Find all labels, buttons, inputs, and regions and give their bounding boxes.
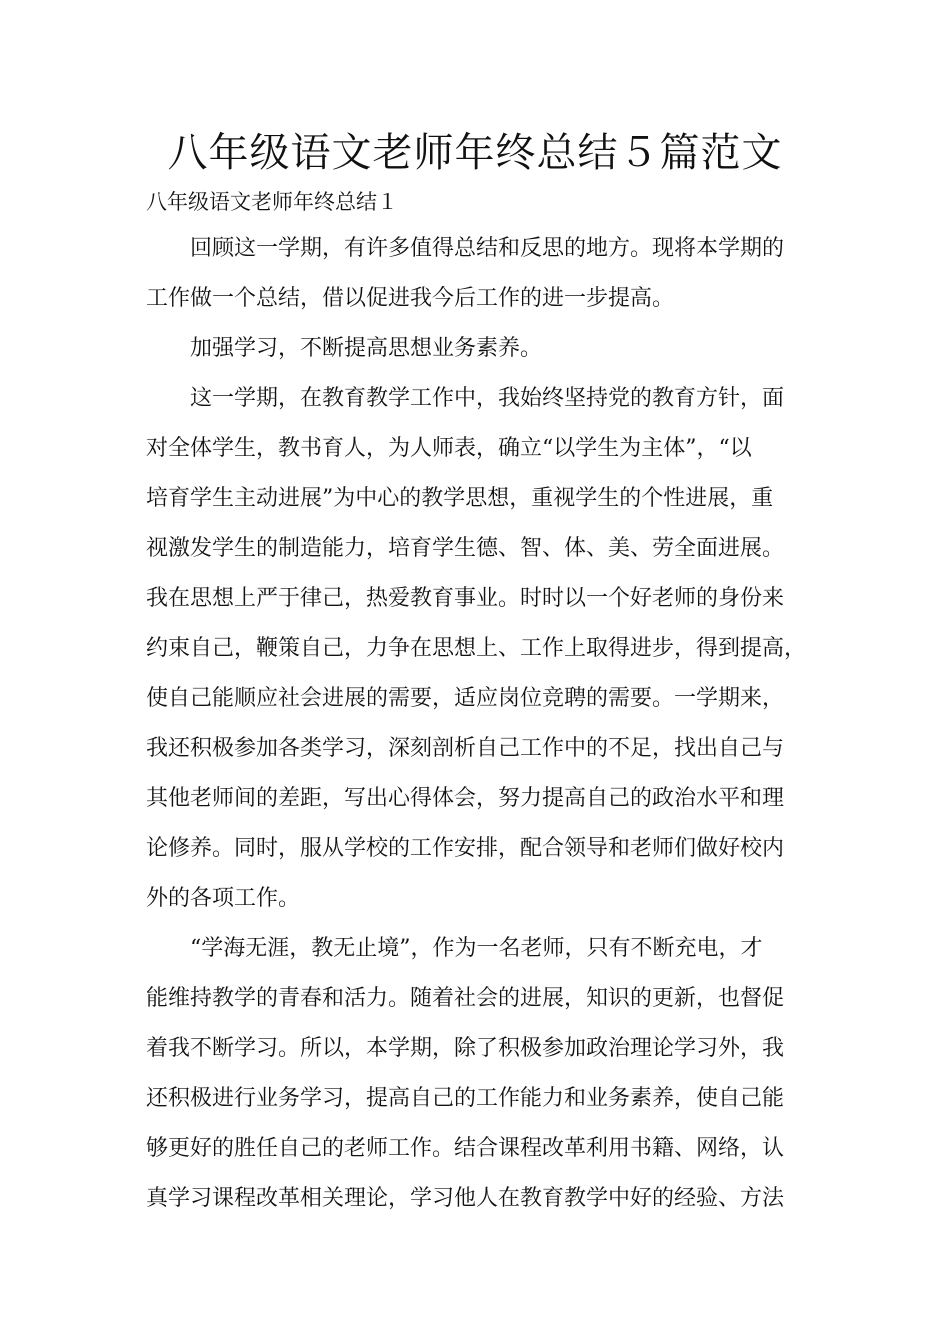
text-line: 还积极进行业务学习，提高自己的工作能力和业务素养，使自己能 — [146, 1086, 785, 1111]
text-line: 我还积极参加各类学习，深刻剖析自己工作中的不足，找出自己与 — [146, 736, 785, 761]
text-line: 我在思想上严于律己，热爱教育事业。时时以一个好老师的身份来 — [146, 586, 785, 611]
text-line: 这一学期，在教育教学工作中，我始终坚持党的教育方针，面 — [190, 386, 785, 411]
text-line: 加强学习，不断提高思想业务素养。 — [190, 336, 543, 361]
document-body — [146, 224, 822, 1224]
text-line: 论修养。同时，服从学校的工作安排，配合领导和老师们做好校内 — [146, 836, 785, 861]
text-line: 视激发学生的制造能力，培育学生德、智、体、美、劳全面进展。 — [146, 536, 785, 561]
text-line: 外的各项工作。 — [146, 886, 301, 911]
text-line: 够更好的胜任自己的老师工作。结合课程改革利用书籍、网络，认 — [146, 1136, 785, 1161]
text-line: 能维持教学的青春和活力。随着社会的进展，知识的更新，也督促 — [146, 986, 785, 1011]
text-line: 培育学生主动进展”为中心的教学思想，重视学生的个性进展，重 — [146, 486, 774, 511]
text-line: 其他老师间的差距，写出心得体会，努力提高自己的政治水平和理 — [146, 786, 785, 811]
text-line: 工作做一个总结，借以促进我今后工作的进一步提高。 — [146, 286, 675, 311]
text-line: 使自己能顺应社会进展的需要，适应岗位竞聘的需要。一学期来， — [146, 686, 785, 711]
text-line: 回顾这一学期，有许多值得总结和反思的地方。现将本学期的 — [190, 236, 785, 261]
document-title: 八年级语文老师年终总结５篇范文 — [167, 130, 783, 176]
text-line: “学海无涯，教无止境”，作为一名老师，只有不断充电，才 — [190, 936, 763, 961]
section-heading: 八年级语文老师年终总结１ — [146, 190, 398, 214]
text-line: 约束自己，鞭策自己，力争在思想上、工作上取得进步，得到提高， — [146, 636, 807, 661]
text-line: 着我不断学习。所以，本学期，除了积极参加政治理论学习外，我 — [146, 1036, 785, 1061]
text-line: 对全体学生，教书育人，为人师表，确立“以学生为主体”，“以 — [146, 436, 752, 461]
text-line: 真学习课程改革相关理论，学习他人在教育教学中好的经验、方法 — [146, 1186, 785, 1211]
